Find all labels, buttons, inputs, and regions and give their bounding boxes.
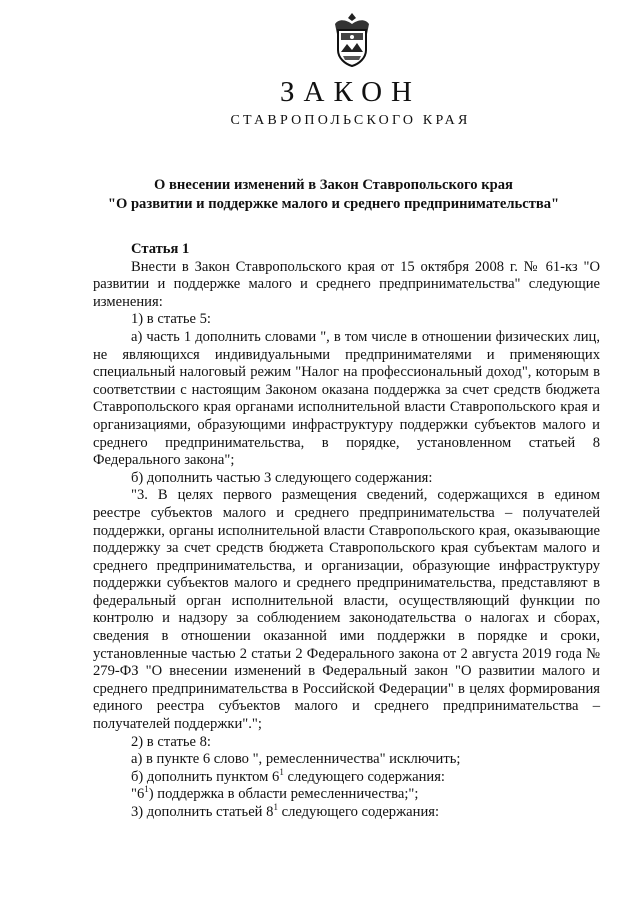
text-run: следующего содержания: — [283, 768, 445, 785]
superscript: 1 — [279, 766, 284, 777]
paragraph: б) дополнить частью 3 следующего содержания: — [131, 469, 433, 486]
paragraph: а) в пункте 6 слово ", ремесленничества" исключить; — [131, 751, 461, 768]
paragraph — [93, 766, 600, 787]
text-run: 3) дополнить статьей 8 — [131, 804, 274, 820]
paragraph: Внести в Закон Ставропольского края от 15 октября 2008 г. № 61-кз "О развитии и поддержке малого и среднего предпринимательства" следующие изменения: — [93, 258, 600, 310]
law-heading-line-2: "О развитии и поддержке малого и среднего предпринимательства" — [107, 196, 560, 212]
superscript: 1 — [273, 802, 278, 812]
text-run: "6 — [131, 786, 145, 803]
coat-of-arms-icon — [329, 10, 375, 68]
law-region: СТАВРОПОЛЬСКОГО КРАЯ — [230, 113, 471, 128]
text-run: ) поддержка в области ремесленничества;"; — [148, 786, 419, 803]
law-title: ЗАКОН — [280, 76, 421, 108]
law-heading — [0, 176, 639, 214]
text-run: б) дополнить пунктом 6 — [131, 768, 280, 785]
article-body — [93, 241, 600, 822]
superscript: 1 — [144, 784, 149, 795]
paragraph: "3. В целях первого размещения сведений, содержащихся в едином реестре субъектов малого и среднего предпринимательства – получателей поддержки, органы исполнительной власти Ставропольского края, оказывающие поддержку за счет средств бюджета Ставропольского края субъектам малого и среднего предпринимательства, и организации, образующие инфраструктуру поддержки субъектов малого и среднего предпринимательства, представляют в федеральный орган исполнительной власти, осуществляющий функции по контролю и надзору за соблюдением законодательства о налогах и сборах, сведения в отношении оказанной ими поддержки в порядке и сроки, установленные частью 2 статьи 2 Федерального закона от 2 августа 2019 года № 279-ФЗ "О внесении изменений в Федеральный закон "О развитии малого и среднего предпринимательства в Российской Федерации" в целях формирования единого реестра субъектов малого и среднего предпринимательства – получателей поддержки"."; — [93, 487, 600, 733]
paragraph — [93, 804, 600, 822]
law-heading-line-1: О внесении изменений в Закон Ставропольского края — [154, 177, 513, 193]
paragraph: а) часть 1 дополнить словами ", в том числе в отношении физических лиц, не являющихся индивидуальными предпринимателями и применяющих специальный налоговый режим "Налог на профессиональный доход", которым в соответствии с настоящим Законом оказана поддержка за счет средств бюджета Ставропольского края органами исполнительной власти Ставропольского края и организациями, образующими инфраструктуру поддержки субъектов малого и среднего предпринимательства, в порядке, установленном статьей 8 Федерального закона"; — [93, 328, 600, 469]
article-title: Статья 1 — [131, 241, 190, 257]
paragraph — [93, 786, 600, 804]
text-run: следующего содержания: — [277, 804, 440, 820]
paragraph: 1) в статье 5: — [131, 311, 211, 328]
paragraph: 2) в статье 8: — [131, 733, 211, 750]
